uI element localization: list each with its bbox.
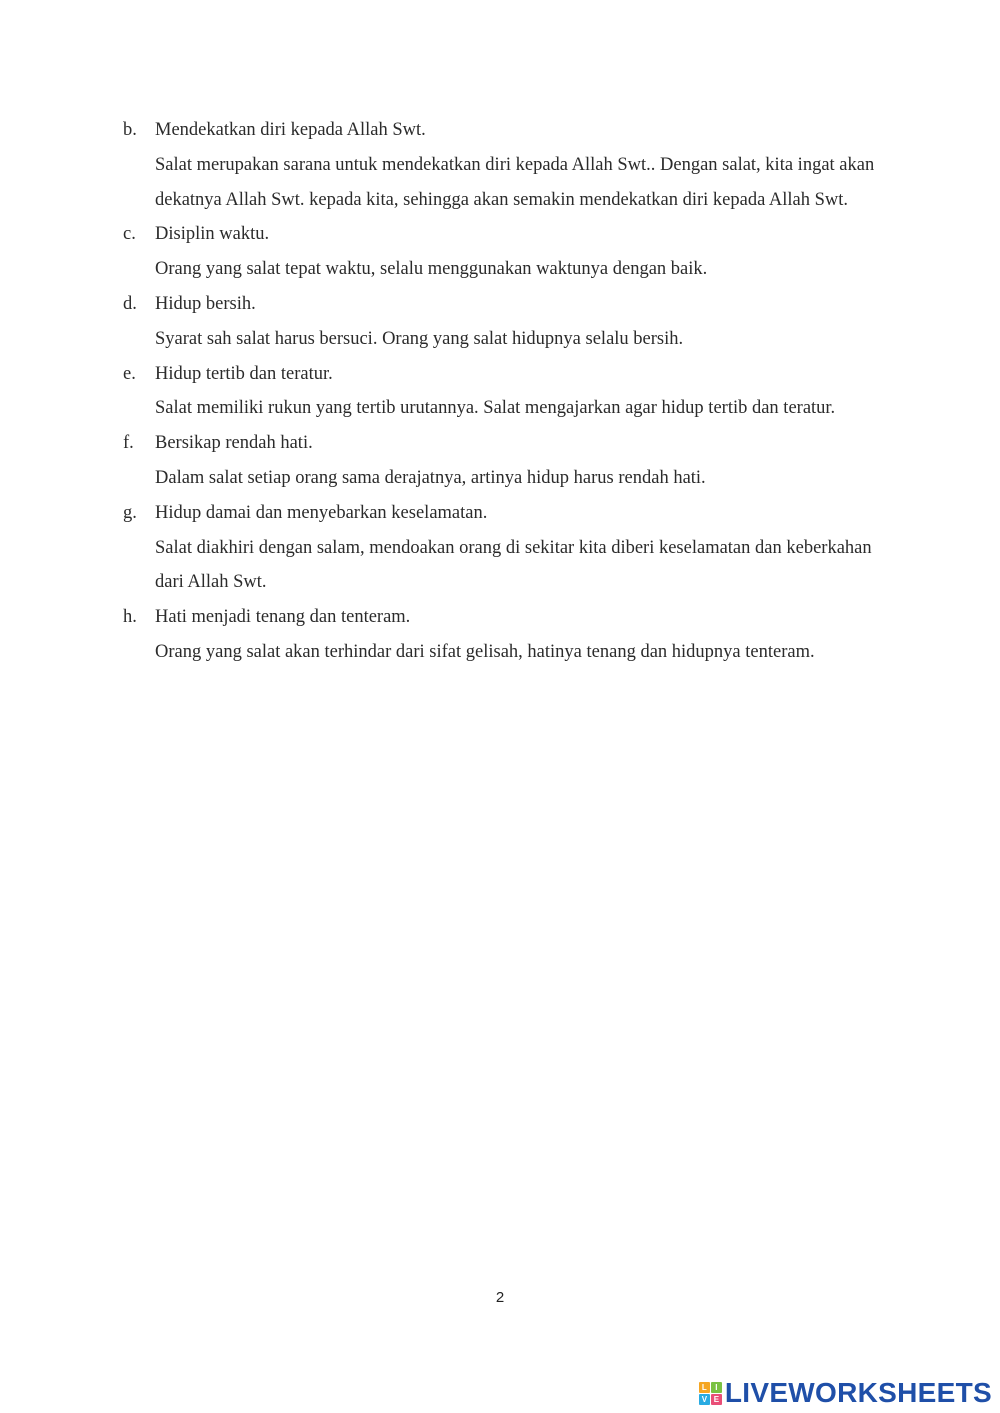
list-item — [0, 113, 1000, 217]
brand-mark-letter: V — [699, 1394, 710, 1405]
item-title: Hidup damai dan menyebarkan keselamatan. — [155, 502, 488, 523]
brand-mark-letter: I — [711, 1382, 722, 1393]
list-item — [0, 357, 1000, 427]
item-title: Hidup bersih. — [155, 293, 256, 314]
item-marker: f. — [123, 433, 134, 454]
list-item — [0, 600, 1000, 670]
brand-mark-letter: E — [711, 1394, 722, 1405]
item-marker: g. — [123, 502, 137, 523]
list-item — [0, 496, 1000, 600]
brand-name: LIVEWORKSHEETS — [724, 1377, 992, 1408]
page-number: 2 — [495, 1289, 505, 1306]
brand-mark-letter: L — [699, 1382, 710, 1393]
item-description: Orang yang salat tepat waktu, selalu menggunakan waktunya dengan baik. — [155, 259, 708, 280]
item-title: Mendekatkan diri kepada Allah Swt. — [155, 120, 426, 140]
item-marker: c. — [123, 224, 136, 245]
item-description: Salat diakhiri dengan salam, mendoakan orang di sekitar kita diberi keselamatan dan keberkahan dari Allah Swt. — [155, 537, 872, 593]
item-description: Orang yang salat akan terhindar dari sifat gelisah, hatinya tenang dan hidupnya tenteram. — [155, 641, 815, 662]
item-title: Bersikap rendah hati. — [155, 433, 313, 454]
item-marker: h. — [123, 607, 137, 628]
item-title: Hati menjadi tenang dan tenteram. — [155, 607, 411, 628]
liveworksheets-logo[interactable] — [699, 1375, 992, 1411]
item-marker: b. — [123, 120, 137, 140]
list-item — [0, 287, 1000, 357]
item-description: Syarat sah salat harus bersuci. Orang yang salat hidupnya selalu bersih. — [155, 328, 684, 349]
item-description: Salat merupakan sarana untuk mendekatkan diri kepada Allah Swt.. Dengan salat, kita ingat akan dekatnya Allah Swt. kepada kita, sehingga akan semakin mendekatkan diri kepada Allah Swt. — [155, 154, 875, 210]
list-item — [0, 217, 1000, 287]
item-marker: e. — [123, 363, 136, 384]
list-item — [0, 426, 1000, 496]
benefits-list — [0, 113, 1000, 670]
item-title: Disiplin waktu. — [155, 224, 270, 245]
item-marker: d. — [123, 293, 137, 314]
item-title: Hidup tertib dan teratur. — [155, 363, 333, 384]
item-description: Dalam salat setiap orang sama derajatnya, artinya hidup harus rendah hati. — [155, 467, 706, 488]
brand-mark-icon — [699, 1382, 722, 1405]
item-description: Salat memiliki rukun yang tertib urutannya. Salat mengajarkan agar hidup tertib dan teratur. — [155, 398, 836, 419]
